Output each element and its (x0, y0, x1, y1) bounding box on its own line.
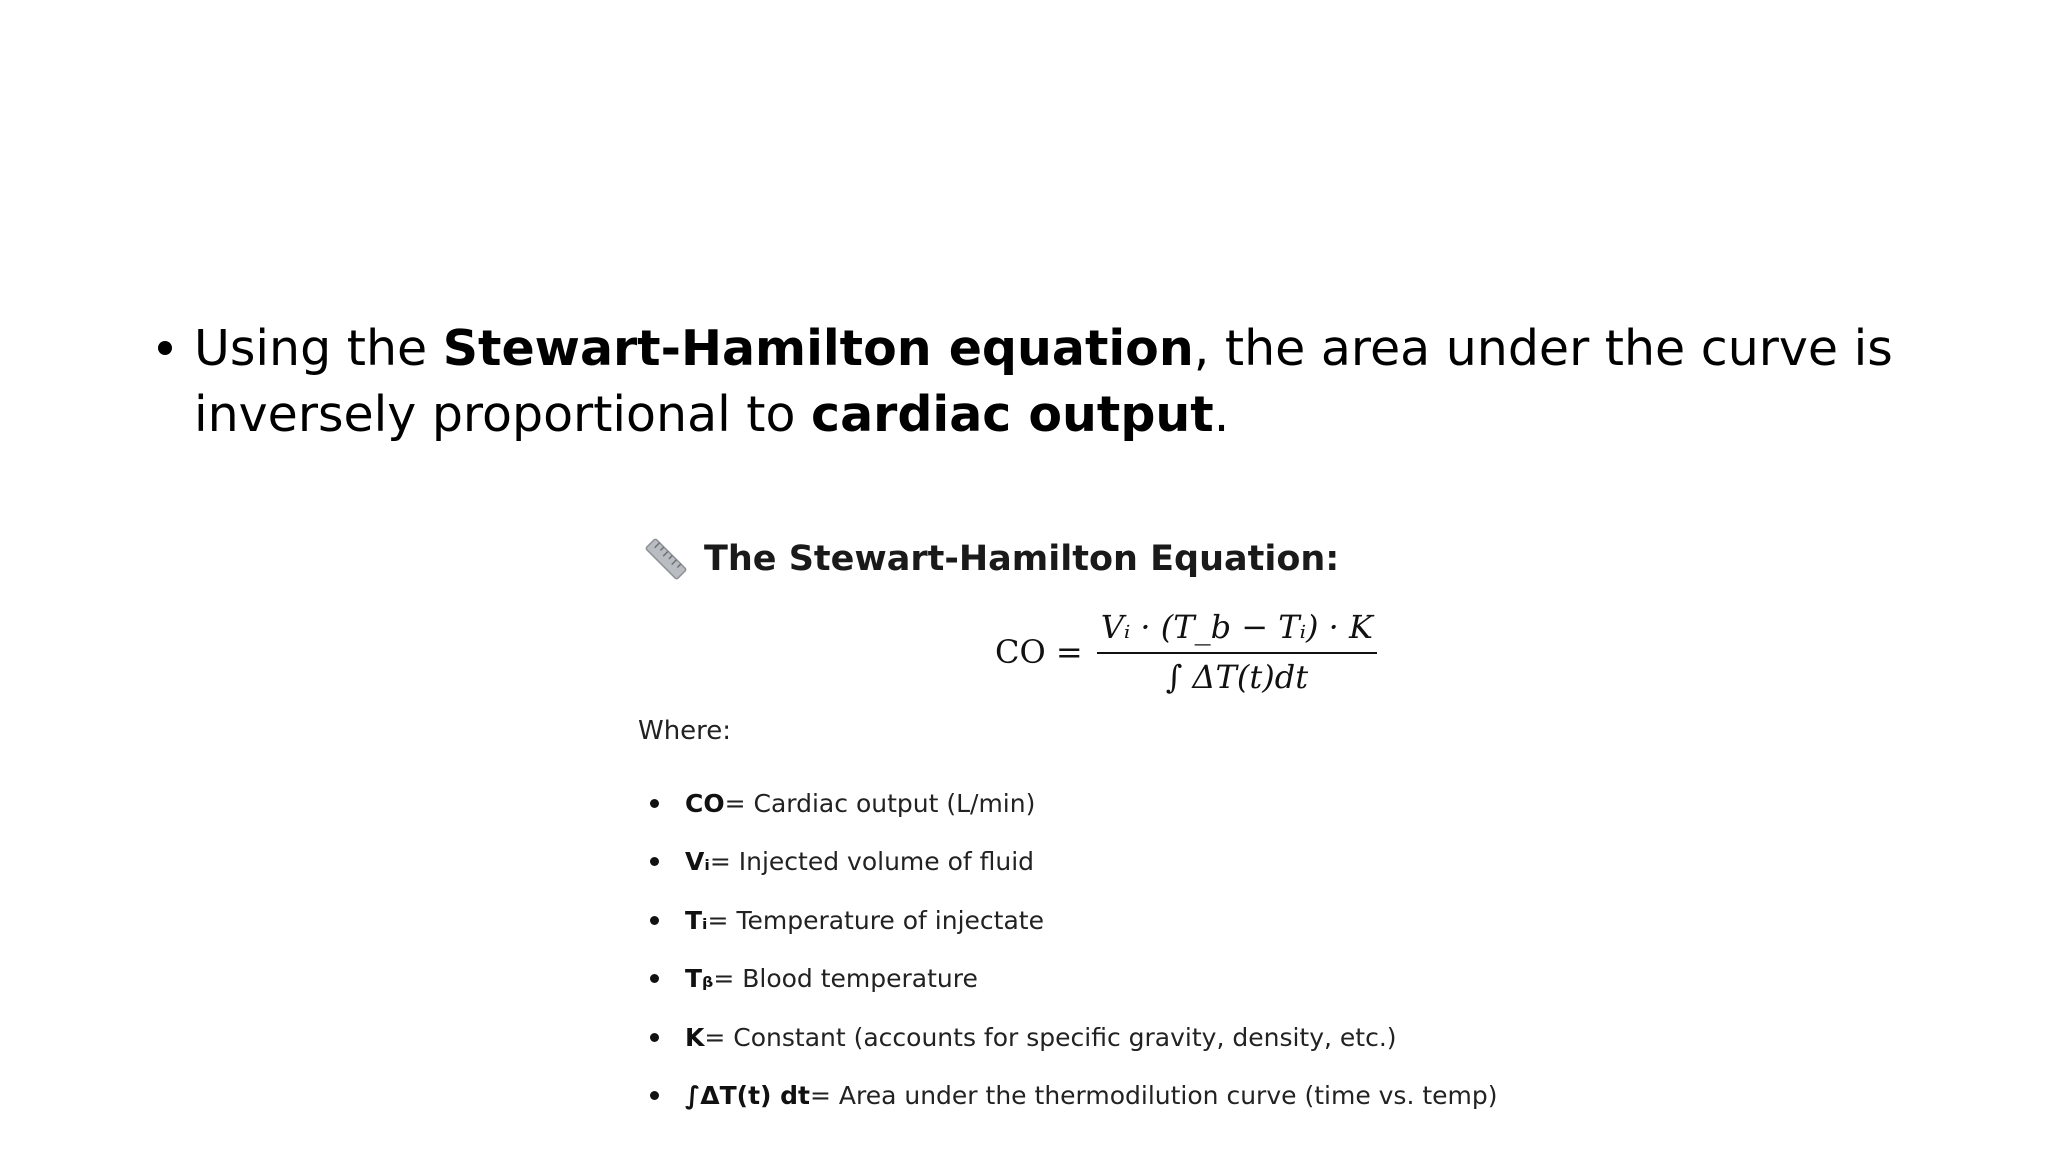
list-item (650, 833, 1498, 892)
bullet-dot (650, 974, 659, 983)
list-item (650, 891, 1498, 950)
list-item (650, 950, 1498, 1009)
bullet-text-part: Using the (194, 320, 443, 377)
definition-symbol: Tᵢ (685, 905, 708, 935)
main-bullet (158, 316, 1918, 448)
bullet-dot (650, 916, 659, 925)
list-item (650, 1067, 1498, 1126)
bullet-dot (650, 799, 659, 808)
definition-symbol: Tᵦ (685, 964, 714, 994)
definition-symbol: CO (685, 788, 725, 818)
bullet-dot (650, 1033, 659, 1042)
figure-title (642, 530, 1339, 588)
definition-symbol: K (685, 1022, 705, 1052)
equation-lhs: CO = (995, 633, 1083, 671)
bullet-dot (650, 1091, 659, 1100)
bullet-dot (158, 341, 172, 355)
ruler-icon (642, 535, 690, 583)
where-label: Where: (638, 716, 732, 746)
definition-text: = Injected volume of fluid (709, 847, 1035, 877)
bullet-bold-equation-name: Stewart-Hamilton equation (442, 320, 1194, 377)
main-bullet-text (194, 316, 1918, 448)
equation-figure (630, 530, 1530, 1120)
definitions-list (650, 774, 1498, 1125)
equation-fraction (1097, 608, 1377, 696)
definition-text: = Area under the thermodilution curve (time vs. temp) (810, 1081, 1498, 1111)
equation-numerator: Vᵢ · (T_b − Tᵢ) · K (1097, 608, 1377, 654)
bullet-dot (650, 857, 659, 866)
stewart-hamilton-equation (995, 602, 1377, 702)
list-item (650, 1008, 1498, 1067)
bullet-text-part: . (1213, 386, 1230, 443)
definition-text: = Blood temperature (713, 964, 978, 994)
definition-text: = Cardiac output (L/min) (724, 788, 1036, 818)
bullet-bold-cardiac-output: cardiac output (811, 386, 1214, 443)
definition-text: = Constant (accounts for specific gravity, density, etc.) (704, 1022, 1397, 1052)
definition-symbol: ∫ΔT(t) dt (685, 1081, 810, 1111)
list-item (650, 774, 1498, 833)
definition-text: = Temperature of injectate (707, 905, 1044, 935)
definition-symbol: Vᵢ (685, 847, 710, 877)
equation-denominator: ∫ ΔT(t)dt (1165, 658, 1309, 696)
bullet-text-part: , the area under the curve is inversely proportional to (194, 320, 1893, 443)
figure-title-text: The Stewart-Hamilton Equation: (704, 539, 1340, 579)
